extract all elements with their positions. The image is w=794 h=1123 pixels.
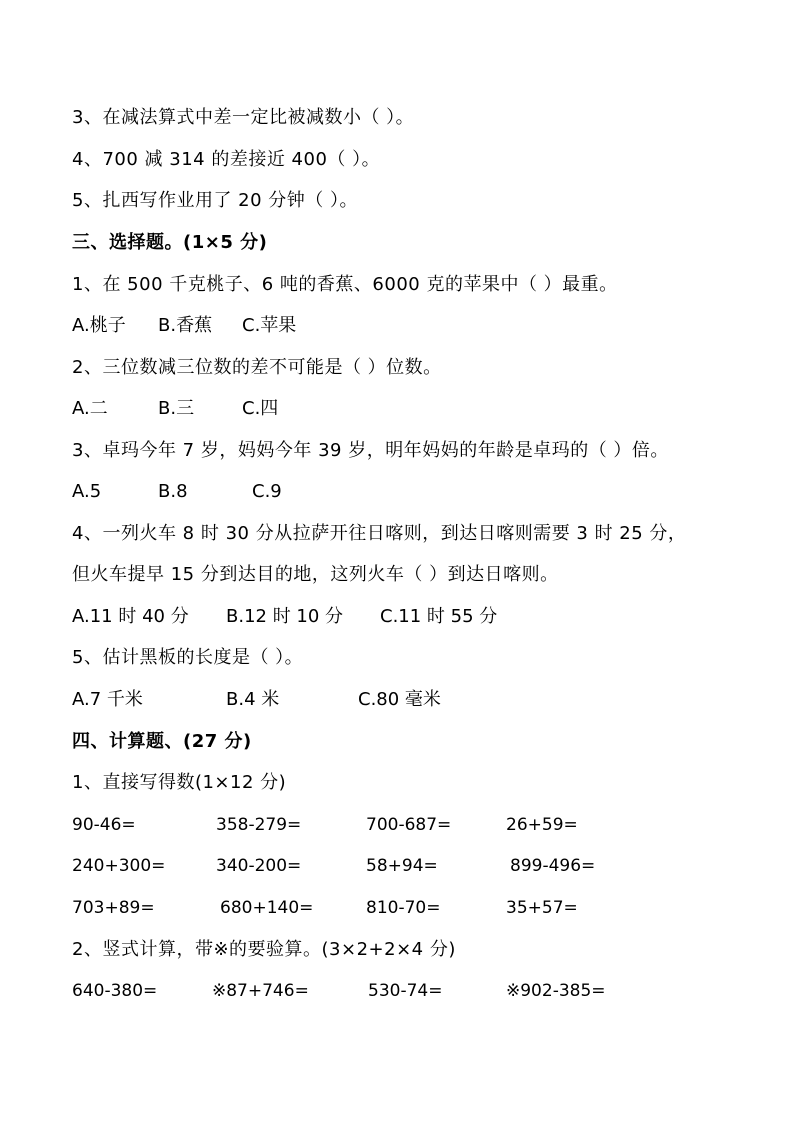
calc-item: ※87+746= [212, 981, 309, 1001]
judgement-question-5: 5、扎西写作业用了 20 分钟（ ）。 [72, 190, 359, 211]
option-a: A.二 [72, 398, 108, 419]
calc-item: 26+59= [506, 815, 578, 835]
calc-item: 58+94= [366, 856, 438, 876]
calc-item: 358-279= [216, 815, 302, 835]
calc-item: 700-687= [366, 815, 452, 835]
option-b: B.4 米 [226, 689, 280, 710]
choice-question-4-line-2: 但火车提早 15 分到达目的地，这列火车（ ）到达日喀则。 [72, 564, 559, 585]
calc-item: 35+57= [506, 898, 578, 918]
option-a: A.5 [72, 481, 102, 502]
calc-subtitle-mental: 1、直接写得数(1×12 分) [72, 772, 287, 793]
calc-item: ※902-385= [506, 981, 606, 1001]
section-heading-calculation: 四、计算题、(27 分) [72, 731, 252, 752]
option-a: A.7 千米 [72, 689, 143, 710]
calc-item: 703+89= [72, 898, 155, 918]
choice-question-2: 2、三位数减三位数的差不可能是（ ）位数。 [72, 357, 442, 378]
choice-question-3: 3、卓玛今年 7 岁，妈妈今年 39 岁，明年妈妈的年龄是卓玛的（ ）倍。 [72, 440, 669, 461]
option-c: C.9 [252, 481, 282, 502]
option-a: A.桃子 [72, 315, 126, 336]
option-b: B.8 [158, 481, 188, 502]
judgement-question-3: 3、在减法算式中差一定比被减数小（ ）。 [72, 107, 415, 128]
calc-item: 680+140= [220, 898, 314, 918]
option-c: C.苹果 [242, 315, 297, 336]
option-a: A.11 时 40 分 [72, 606, 189, 627]
option-b: B.三 [158, 398, 195, 419]
calc-item: 810-70= [366, 898, 441, 918]
option-c: C.80 毫米 [358, 689, 441, 710]
calc-subtitle-vertical: 2、竖式计算，带※的要验算。(3×2+2×4 分) [72, 939, 456, 960]
choice-question-5: 5、估计黑板的长度是（ ）。 [72, 647, 304, 668]
choice-question-1: 1、在 500 千克桃子、6 吨的香蕉、6000 克的苹果中（ ）最重。 [72, 274, 618, 295]
calc-item: 90-46= [72, 815, 136, 835]
option-b: B.香蕉 [158, 315, 213, 336]
judgement-question-4: 4、700 减 314 的差接近 400（ ）。 [72, 149, 381, 170]
calc-item: 530-74= [368, 981, 443, 1001]
calc-item: 640-380= [72, 981, 158, 1001]
option-c: C.11 时 55 分 [380, 606, 498, 627]
calc-row-3 [72, 896, 712, 920]
calc-row-vertical [72, 979, 712, 1003]
calc-item: 340-200= [216, 856, 302, 876]
calc-row-1 [72, 813, 712, 837]
calc-item: 240+300= [72, 856, 166, 876]
section-heading-choice: 三、选择题。(1×5 分) [72, 232, 268, 253]
option-c: C.四 [242, 398, 279, 419]
option-b: B.12 时 10 分 [226, 606, 344, 627]
calc-item: 899-496= [510, 856, 596, 876]
calc-row-2 [72, 854, 712, 878]
choice-question-4-line-1: 4、一列火车 8 时 30 分从拉萨开往日喀则，到达日喀则需要 3 时 25 分， [72, 523, 687, 544]
